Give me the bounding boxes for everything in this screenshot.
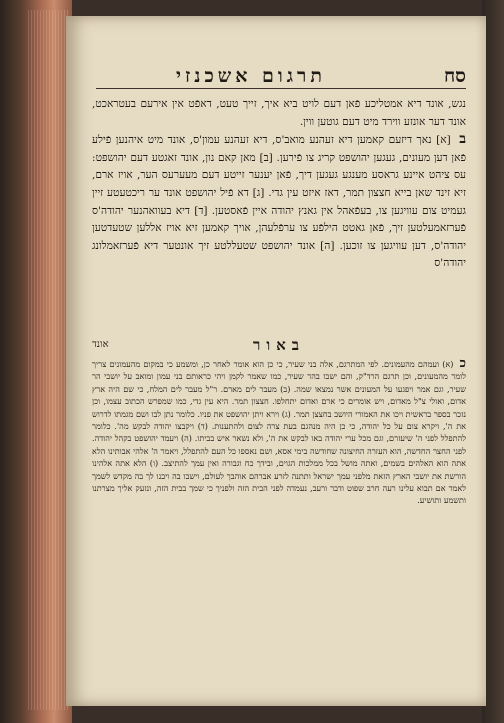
commentary-block — [92, 358, 466, 507]
running-title: תרגום אשכנזי — [176, 65, 326, 87]
commentary-title: באור — [252, 336, 306, 354]
translation-continuation: נגש, אונד דיא אמטליכע פֿאן דעם לויט ביא איך, זייך טעט, דאפֿט אין אירעם בעטראכט, אונד דער אונזע ווירד מיט דעם גוטען ווין. — [92, 98, 466, 128]
section-text: נאך דיזעם קאמען דיא זעהנע מואב'ס, דיא זעהנע עמון'ס, אונד מיט איהנען פֿילע פֿאן דען מעונים, געגען יהושפט קריג צו פֿירען. [ב] מאן קאם נון, אונד זאגטע דעם יהושפט: עס ציהט איינע גראסע מענגע געגען דיך, פֿאן יענער זייטע דעם מעערעס הער, אויז ארם, זיא זינד שאן בייא חצצון תמר, דאז איזט עין גדי. [ג] דא פֿיל יהושפט אונד ער ריכטעטע זיין געמיט צום עוויגען צו, בעפֿאהל אין גאנץ יהודה איין פֿאסטען. [ד] דיא בעוואהנער יהודה'ס פֿערזאמעלטען זיך, פֿאן גאטט הילפֿע צו ערפֿלעהן, אויך קאמען זיא אויז אללען שטעדטען יהודה'ס, דען עוויגען צו זוכען. [ה] אונד יהושפט שטעללטע זיך אונטער דיא פֿערזאמלונג יהודה'ס — [92, 134, 466, 270]
page-number: סח — [443, 65, 466, 87]
translation-block — [92, 96, 466, 273]
translation-section — [92, 131, 466, 273]
commentary-heading — [92, 336, 466, 356]
book-page-edges — [0, 0, 72, 723]
page-edge-lines — [28, 10, 68, 710]
section-label: [א] — [436, 134, 451, 147]
commentary-text: (א) ועמהם מהעמונים. לפי המתרגם, אלה בני שעיר, כי כן הוא אומר לאחר כן, ומשמע כי במקום מהעמונים צריך לומר מהמעונים, וכן תרגם הרד"ק, והם ישבו בהר שעיר, כמו שאמר לקמן ויהי כראותם בני עמון ומואב על יושבי הר שעיר, וגם אמר ויפגעו על המעונים אשר נמצאו שמה. (ב) מעבר לים מארם. ר"ל מעבר לים המלח, כי שם היה ארץ אדום, ואולי צ"ל מאדום, ויש אומרים כי ארם ואדום יתחלפו. חצצון תמר. היא עין גדי, כמו שמפרש הכתוב עצמו, וכן נזכר בספר בראשית ויכו את האמורי היושב בחצצן תמר. (ג) וירא ויתן יהושפט את פניו. כלומר נתן לבו ושם מגמתו לדרוש את ה', ויקרא צום על כל יהודה, כי כן היה מנהגם בעת צרה לצום ולהתענות. (ד) ויקבצו יהודה לבקש מה'. כלומר להתפלל לפני ה' שיעזרם, וגם מכל ערי יהודה באו לבקש את ה', ולא נשאר איש בביתו. (ה) ויעמד יהושפט בקהל יהודה. לפני החצר החדשה, הוא העזרה החיצונה שחודשה בימי אסא, ושם נאספו כל העם להתפלל, ויאמר ה' אלהי אבותינו הלא אתה הוא האלהים בשמים, ואתה מושל בכל ממלכות הגוים, ובידך כח וגבורה ואין עמך להתיצב. (ו) הלא אתה אלהינו הורשת את יושבי הארץ הזאת מלפני עמך ישראל ותתנה לזרע אברהם אוהבך לעולם, וישבו בה ויבנו לך בה מקדש לשמך לאמר אם תבוא עלינו רעה חרב שפוט ודבר ורעב, נעמדה לפני הבית הזה ולפניך כי שמך בבית הזה, ונזעק אליך מצרתנו ותשמע ותושיע. — [92, 359, 466, 506]
commentary-marker: כ — [459, 356, 466, 371]
catchword: אונד — [92, 339, 109, 350]
page-header — [96, 60, 466, 89]
commentary-paragraph — [92, 358, 466, 507]
book-page — [66, 16, 486, 706]
section-marker: ב — [459, 131, 466, 148]
